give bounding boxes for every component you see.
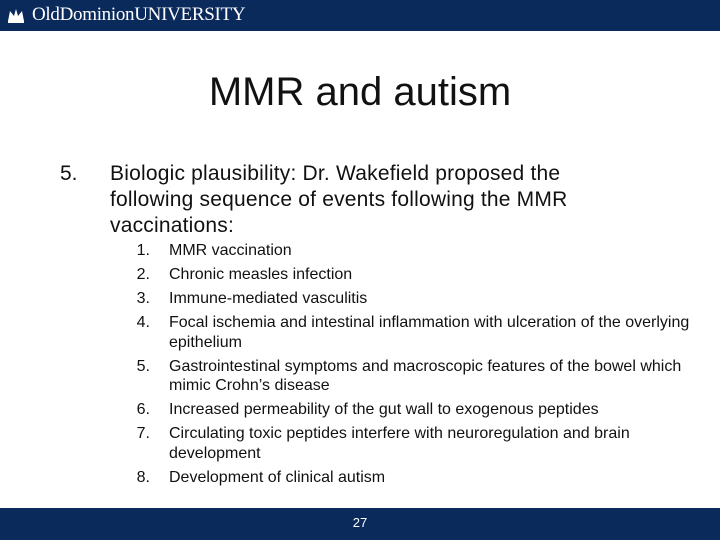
slide-title: MMR and autism <box>208 70 512 114</box>
list-item-text: Circulating toxic peptides interfere with neuroregulation and brain development <box>169 425 630 462</box>
main-point-text: Biologic plausibility: Dr. Wakefield proposed the following sequence of events following the MMR vaccinations: <box>110 162 568 237</box>
list-item <box>120 241 700 261</box>
list-item-number: 2. <box>136 266 150 283</box>
list-item-text: MMR vaccination <box>169 242 292 259</box>
list-item-text: Increased permeability of the gut wall to exogenous peptides <box>169 401 599 418</box>
list-item <box>120 265 700 285</box>
page-number: 27 <box>352 515 368 530</box>
list-item-text: Gastrointestinal symptoms and macroscopic features of the bowel which mimic Crohn’s disease <box>169 357 682 394</box>
list-item-number: 7. <box>136 425 150 442</box>
list-item <box>120 357 700 396</box>
main-point-number: 5. <box>60 162 78 185</box>
list-item-text: Focal ischemia and intestinal inflammation with ulceration of the overlying epithelium <box>169 314 690 351</box>
list-item-number: 1. <box>136 242 150 259</box>
list-item-text: Development of clinical autism <box>169 468 386 486</box>
list-item <box>120 400 700 420</box>
list-item-number: 6. <box>136 401 150 418</box>
list-item-text: Chronic measles infection <box>169 266 353 283</box>
list-item-text: Immune-mediated vasculitis <box>169 290 368 307</box>
list-item-number: 5. <box>136 357 150 375</box>
list-item <box>120 313 700 352</box>
crown-emblem-icon <box>6 5 26 25</box>
list-item-number: 4. <box>136 314 150 331</box>
event-sequence-list <box>120 241 700 492</box>
university-logo <box>6 3 245 27</box>
list-item <box>120 468 700 488</box>
list-item-number: 3. <box>136 290 150 307</box>
list-item <box>120 424 700 463</box>
list-item-number: 8. <box>136 468 150 486</box>
list-item <box>120 289 700 309</box>
logo-text: OldDominionUNIVERSITY <box>32 4 246 25</box>
